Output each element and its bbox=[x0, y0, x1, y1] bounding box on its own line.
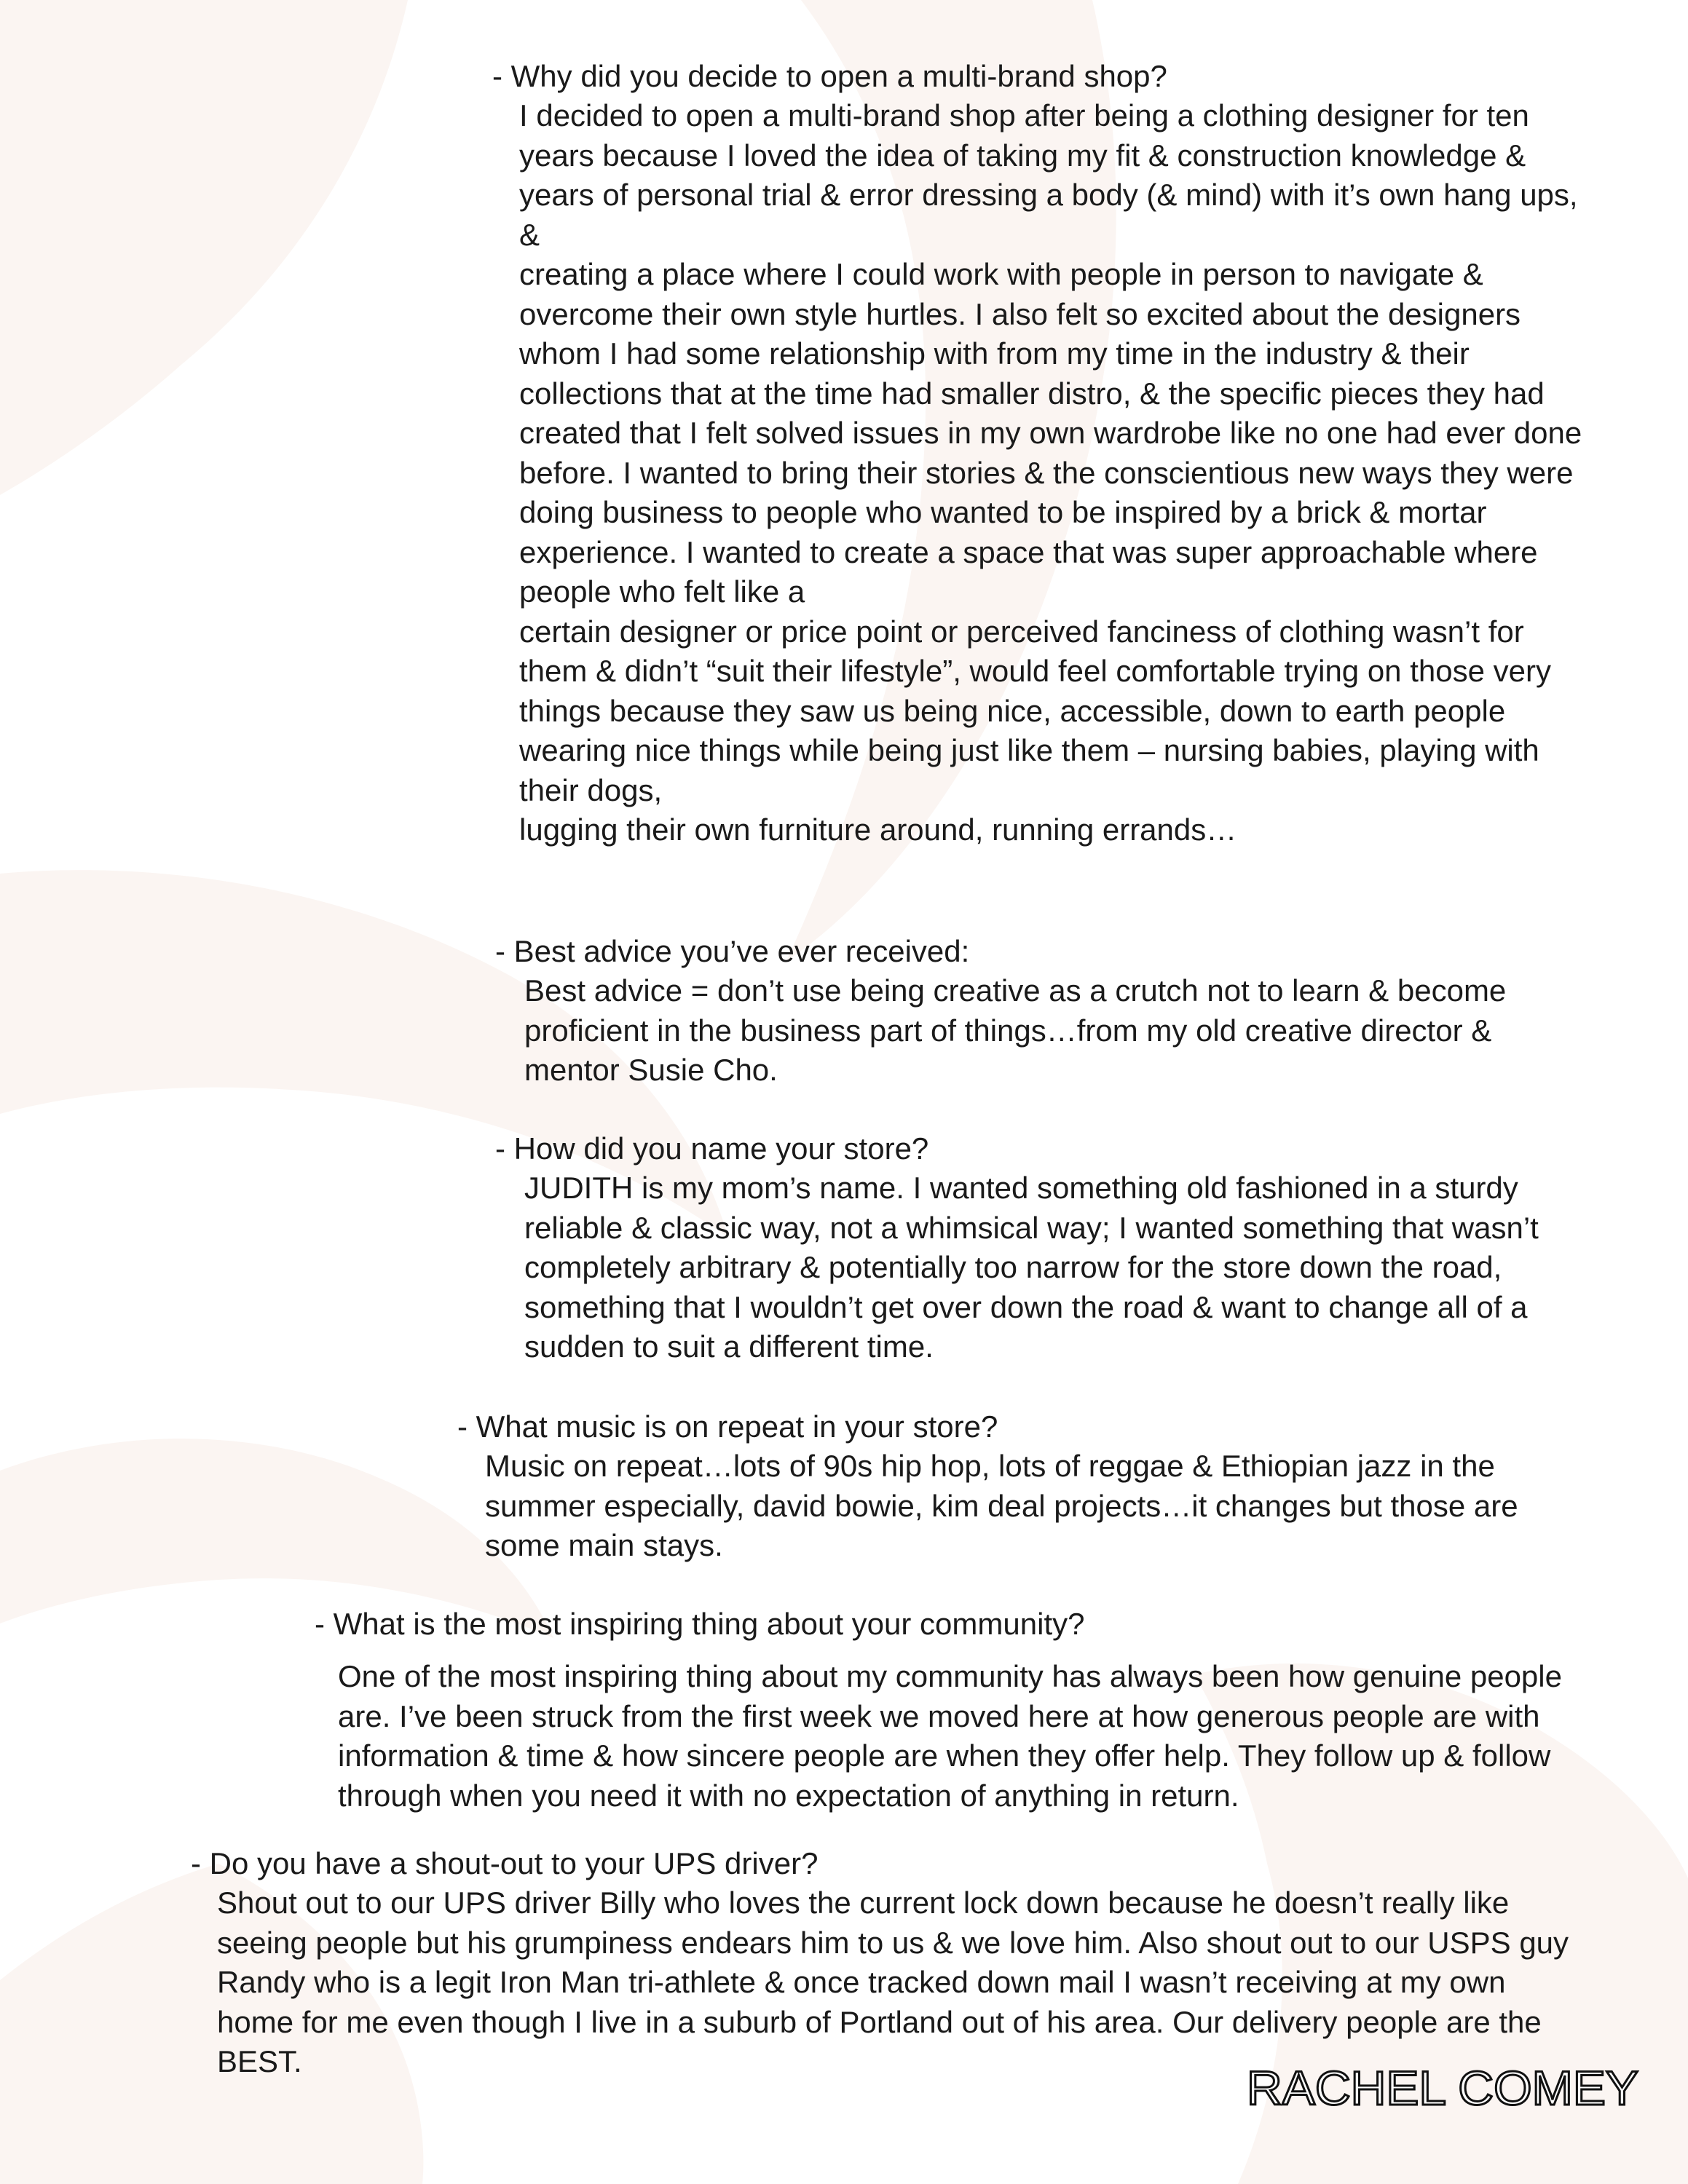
answer-music bbox=[485, 1447, 1555, 1566]
question-multi-brand-shop: - Why did you decide to open a multi-brand shop? bbox=[492, 59, 1167, 93]
rachel-comey-logo bbox=[1247, 2062, 1640, 2113]
answer-paragraph: creating a place where I could work with people in person to navigate & overcome their own style hurtles. I also felt so excited about the designers whom I had some relationship with from my time in the industry & their collections that at the time had smaller distro, & the specific pieces they had created that I felt solved issues in my own wardrobe like no one had ever done before. I wanted to bring their stories & the conscientious new ways they were doing business to people who wanted to be inspired by a brick & mortar experience. I wanted to create a space that was super approachable where people who felt like a bbox=[519, 257, 1582, 609]
answer-multi-brand-shop bbox=[519, 96, 1591, 850]
question-ups-driver: - Do you have a shout-out to your UPS driver? bbox=[191, 1846, 819, 1880]
question-community: - What is the most inspiring thing about your community? bbox=[315, 1607, 1085, 1641]
answer-paragraph: One of the most inspiring thing about my community has always been how genuine people are. I’ve been struck from the first week we moved here at how generous people are with information & time & how sincere people are when they offer help. They follow up & follow through when you need it with no expectation of anything in return. bbox=[338, 1659, 1562, 1813]
qa-section-advice bbox=[495, 932, 1580, 1091]
question-store-name: - How did you name your store? bbox=[495, 1131, 929, 1166]
logo-text: RACHEL COMEY bbox=[1247, 2062, 1638, 2113]
answer-paragraph: Best advice = don’t use being creative as a crutch not to learn & become proficient in the business part of things…from my old creative director & mentor Susie Cho. bbox=[524, 973, 1507, 1087]
question-music: - What music is on repeat in your store? bbox=[457, 1409, 998, 1444]
answer-store-name bbox=[524, 1168, 1573, 1367]
answer-paragraph: I decided to open a multi-brand shop after being a clothing designer for ten years because I loved the idea of taking my fit & construction knowledge & years of personal trial & error dressing a body (& mind) with it’s own hang ups, & bbox=[519, 98, 1578, 252]
answer-paragraph: lugging their own furniture around, running errands… bbox=[519, 812, 1237, 847]
qa-section-shop bbox=[492, 57, 1599, 850]
question-best-advice: - Best advice you’ve ever received: bbox=[495, 934, 970, 968]
answer-community bbox=[338, 1657, 1590, 1816]
answer-paragraph: Shout out to our UPS driver Billy who loves the current lock down because he doesn’t really like seeing people but his grumpiness endears him to us & we love him. Also shout out to our USPS guy Randy who is a legit Iron Man tri-athlete & once tracked down mail I wasn’t receiving at my own home for me even though I live in a suburb of Portland out of his area. Our delivery people are the BEST. bbox=[217, 1886, 1569, 2078]
qa-section-music bbox=[457, 1407, 1564, 1566]
qa-section-ups-driver bbox=[191, 1844, 1589, 2082]
answer-best-advice bbox=[524, 971, 1573, 1091]
answer-paragraph: certain designer or price point or perceived fanciness of clothing wasn’t for them & didn’t “suit their lifestyle”, would feel comfortable trying on those very things because they saw us being nice, accessible, down to earth people wearing nice things while being just like them – nursing babies, playing with their dogs, bbox=[519, 614, 1551, 807]
qa-section-community bbox=[315, 1605, 1596, 1816]
answer-paragraph: Music on repeat…lots of 90s hip hop, lots of reggae & Ethiopian jazz in the summer especially, david bowie, kim deal projects…it changes but those are some main stays. bbox=[485, 1449, 1518, 1562]
answer-paragraph: JUDITH is my mom’s name. I wanted something old fashioned in a sturdy reliable & classic way, not a whimsical way; I wanted something that wasn’t completely arbitrary & potentially too narrow for the store down the road, something that I wouldn’t get over down the road & want to change all of a sudden to suit a different time. bbox=[524, 1171, 1539, 1364]
qa-section-store-name bbox=[495, 1129, 1588, 1367]
answer-ups-driver bbox=[217, 1883, 1586, 2082]
